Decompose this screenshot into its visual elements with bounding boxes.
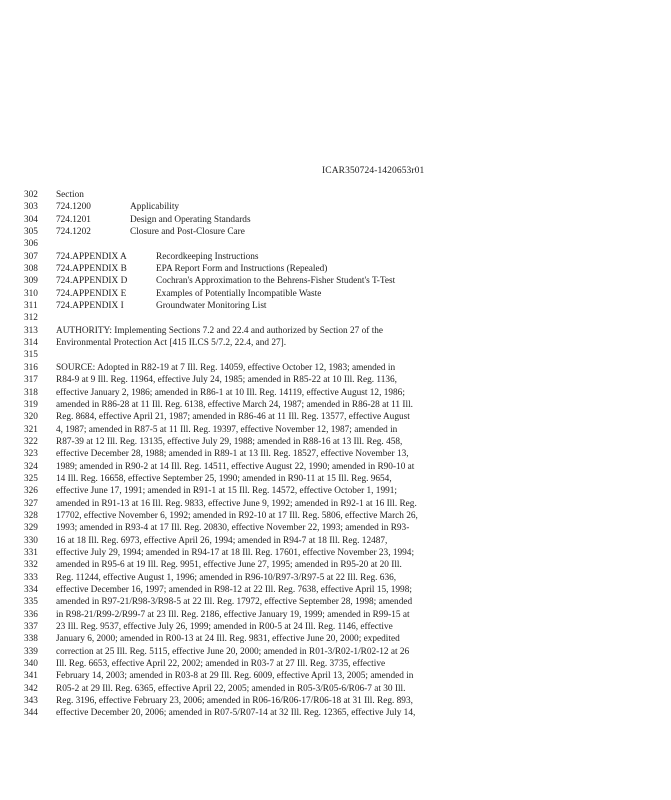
document-line (24, 201, 641, 213)
line-number: 332 (24, 560, 38, 571)
document-line (24, 411, 641, 423)
line-text: effective December 28, 1988; amended in R89-1 at 13 Ill. Reg. 18527, effective November 13, (56, 449, 409, 460)
line-number: 339 (24, 646, 38, 657)
line-number: 306 (24, 239, 38, 250)
line-text: February 14, 2003; amended in R03-8 at 29 Ill. Reg. 6009, effective April 13, 2005; amended in (56, 671, 414, 682)
line-number: 320 (24, 412, 38, 423)
section-title: EPA Report Form and Instructions (Repealed) (156, 264, 328, 275)
line-text: 4, 1987; amended in R87-5 at 11 Ill. Reg. 19397, effective November 12, 1987; amended in (56, 424, 398, 435)
document-line (24, 263, 641, 275)
line-text: 16 at 18 Ill. Reg. 6973, effective April 26, 1994; amended in R94-7 at 18 Ill. Reg. 12487, (56, 535, 388, 546)
document-line (24, 325, 641, 337)
section-code: 724.1201 (56, 214, 91, 225)
document-line (24, 275, 641, 287)
line-number: 309 (24, 276, 38, 287)
line-text: effective January 2, 1986; amended in R86-1 at 10 Ill. Reg. 14119, effective August 12, 1986; (56, 387, 405, 398)
document-line (24, 707, 641, 719)
line-text: amended in R97-21/R98-3/R98-5 at 22 Ill. Reg. 17972, effective September 28, 1998; amended (56, 597, 413, 608)
line-number: 321 (24, 424, 38, 435)
line-text: R87-39 at 12 Ill. Reg. 13135, effective July 29, 1988; amended in R88-16 at 13 Ill. Reg. 458, (56, 436, 403, 447)
line-number: 311 (24, 301, 38, 312)
line-number: 305 (24, 227, 38, 238)
line-text: 17702, effective November 6, 1992; amended in R92-10 at 17 Ill. Reg. 5806, effective March 26, (56, 510, 418, 521)
section-code: 724.APPENDIX D (56, 276, 128, 287)
line-text: amended in R91-13 at 16 Ill. Reg. 9833, effective June 9, 1992; amended in R92-1 at 16 Ill. Reg. (56, 498, 417, 509)
section-title: Examples of Potentially Incompatible Waste (156, 288, 322, 299)
section-title: Groundwater Monitoring List (156, 301, 267, 312)
document-line (24, 522, 641, 534)
section-code: 724.APPENDIX B (56, 264, 127, 275)
line-number: 307 (24, 251, 38, 262)
line-text: amended in R86-28 at 11 Ill. Reg. 6138, effective March 24, 1987; amended in R86-28 at 11 Ill. (56, 399, 413, 410)
section-code: 724.1200 (56, 202, 91, 213)
line-number: 342 (24, 683, 38, 694)
line-text: January 6, 2000; amended in R00-13 at 24 Ill. Reg. 9831, effective June 20, 2000; expedited (56, 634, 400, 645)
line-number: 318 (24, 387, 38, 398)
line-text: 1993; amended in R93-4 at 17 Ill. Reg. 20830, effective November 22, 1993; amended in R93- (56, 523, 410, 534)
document-line (24, 473, 641, 485)
line-text: R05-2 at 29 Ill. Reg. 6365, effective April 22, 2005; amended in R05-3/R05-6/R06-7 at 30 Ill. (56, 683, 406, 694)
line-number: 337 (24, 622, 38, 633)
line-number: 341 (24, 671, 38, 682)
line-number: 335 (24, 597, 38, 608)
document-line (24, 362, 641, 374)
line-text: SOURCE: Adopted in R82-19 at 7 Ill. Reg. 14059, effective October 12, 1983; amended in (56, 362, 396, 373)
line-number: 324 (24, 461, 38, 472)
section-code: 724.APPENDIX I (56, 301, 124, 312)
document-line (24, 461, 641, 473)
document-line (24, 572, 641, 584)
document-line (24, 670, 641, 682)
document-line (24, 535, 641, 547)
document-line (24, 238, 641, 250)
document-line (24, 646, 641, 658)
document-line (24, 683, 641, 695)
numbered-lines (24, 189, 641, 720)
document-line (24, 609, 641, 621)
document-line (24, 485, 641, 497)
document-line (24, 498, 641, 510)
line-text: 1989; amended in R90-2 at 14 Ill. Reg. 14511, effective August 22, 1990; amended in R90-10 at (56, 461, 415, 472)
line-text: effective December 20, 2006; amended in R07-5/R07-14 at 32 Ill. Reg. 12365, effective July 14, (56, 708, 416, 719)
line-text: Section (56, 190, 84, 200)
line-text: amended in R95-6 at 19 Ill. Reg. 9951, effective June 27, 1995; amended in R95-20 at 20 Ill. (56, 560, 402, 571)
document-line (24, 510, 641, 522)
line-number: 329 (24, 523, 38, 534)
line-number: 310 (24, 288, 38, 299)
document-line (24, 658, 641, 670)
line-text: 23 Ill. Reg. 9537, effective July 26, 1999; amended in R00-5 at 24 Ill. Reg. 1146, effective (56, 622, 393, 633)
document-line (24, 349, 641, 361)
document-line (24, 448, 641, 460)
line-text: Reg. 8684, effective April 21, 1987; amended in R86-46 at 11 Ill. Reg. 13577, effective August (56, 412, 410, 423)
line-number: 327 (24, 498, 38, 509)
document-line (24, 547, 641, 559)
line-number: 316 (24, 362, 38, 373)
line-text: effective June 17, 1991; amended in R91-1 at 15 Ill. Reg. 14572, effective October 1, 1991; (56, 486, 397, 497)
line-number: 319 (24, 399, 38, 410)
document-line (24, 387, 641, 399)
section-title: Cochran's Approximation to the Behrens-Fisher Student's T-Test (156, 276, 396, 287)
section-title: Applicability (130, 202, 180, 213)
document-code: ICAR350724-1420653r01 (322, 166, 425, 176)
section-title: Design and Operating Standards (130, 214, 251, 225)
document-line (24, 399, 641, 411)
line-number: 333 (24, 572, 38, 583)
line-text: in R98-21/R99-2/R99-7 at 23 Ill. Reg. 2186, effective January 19, 1999; amended in R99-15 at (56, 609, 410, 620)
line-text: correction at 25 Ill. Reg. 5115, effective June 20, 2000; amended in R01-3/R02-1/R02-12 at 26 (56, 646, 410, 657)
line-number: 338 (24, 634, 38, 645)
document-line (24, 559, 641, 571)
line-text: effective December 16, 1997; amended in R98-12 at 22 Ill. Reg. 7638, effective April 15, 1998; (56, 585, 412, 595)
document-line (24, 436, 641, 448)
line-number: 308 (24, 264, 38, 275)
line-text: Reg. 3196, effective February 23, 2006; amended in R06-16/R06-17/R06-18 at 31 Ill. Reg. 893, (56, 696, 413, 707)
line-text: effective July 29, 1994; amended in R94-17 at 18 Ill. Reg. 17601, effective November 23, 1994; (56, 547, 415, 558)
document-line (24, 300, 641, 312)
line-number: 325 (24, 473, 38, 484)
line-number: 334 (24, 585, 38, 595)
document-line (24, 251, 641, 263)
line-number: 304 (24, 214, 38, 225)
line-text: AUTHORITY: Implementing Sections 7.2 and 22.4 and authorized by Section 27 of the (56, 325, 384, 336)
document-line (24, 633, 641, 645)
line-number: 317 (24, 375, 38, 386)
line-number: 330 (24, 535, 38, 546)
line-number: 323 (24, 449, 38, 460)
document-line (24, 226, 641, 238)
line-number: 343 (24, 696, 38, 707)
document-line (24, 596, 641, 608)
line-number: 314 (24, 338, 38, 349)
line-text: Ill. Reg. 6653, effective April 22, 2002; amended in R03-7 at 27 Ill. Reg. 3735, effective (56, 659, 386, 670)
line-number: 331 (24, 547, 38, 558)
line-text: Reg. 11244, effective August 1, 1996; amended in R96-10/R97-3/R97-5 at 22 Ill. Reg. 636, (56, 572, 397, 583)
line-number: 328 (24, 510, 38, 521)
document-line (24, 424, 641, 436)
section-code: 724.APPENDIX A (56, 251, 127, 262)
line-number: 302 (24, 190, 38, 200)
section-code: 724.1202 (56, 227, 91, 238)
line-text: 14 Ill. Reg. 16658, effective September 25, 1990; amended in R90-11 at 15 Ill. Reg. 9654, (56, 473, 392, 484)
line-number: 326 (24, 486, 38, 497)
section-title: Closure and Post-Closure Care (130, 227, 245, 238)
line-text: R84-9 at 9 Ill. Reg. 11964, effective July 24, 1985; amended in R85-22 at 10 Ill. Reg. 1136, (56, 375, 398, 386)
section-title: Recordkeeping Instructions (156, 251, 259, 262)
line-number: 303 (24, 202, 38, 213)
line-number: 315 (24, 350, 38, 361)
document-line (24, 288, 641, 300)
line-number: 313 (24, 325, 38, 336)
document-line (24, 337, 641, 349)
line-text: Environmental Protection Act [415 ILCS 5/7.2, 22.4, and 27]. (56, 338, 287, 349)
document-line (24, 312, 641, 324)
line-number: 336 (24, 609, 38, 620)
document-line (24, 374, 641, 386)
document-line (24, 189, 641, 201)
document-line (24, 621, 641, 633)
line-number: 312 (24, 313, 38, 324)
document-line (24, 214, 641, 226)
document-line (24, 695, 641, 707)
document-line (24, 584, 641, 596)
line-number: 340 (24, 659, 38, 670)
line-number: 322 (24, 436, 38, 447)
section-code: 724.APPENDIX E (56, 288, 127, 299)
line-number: 344 (24, 708, 38, 719)
